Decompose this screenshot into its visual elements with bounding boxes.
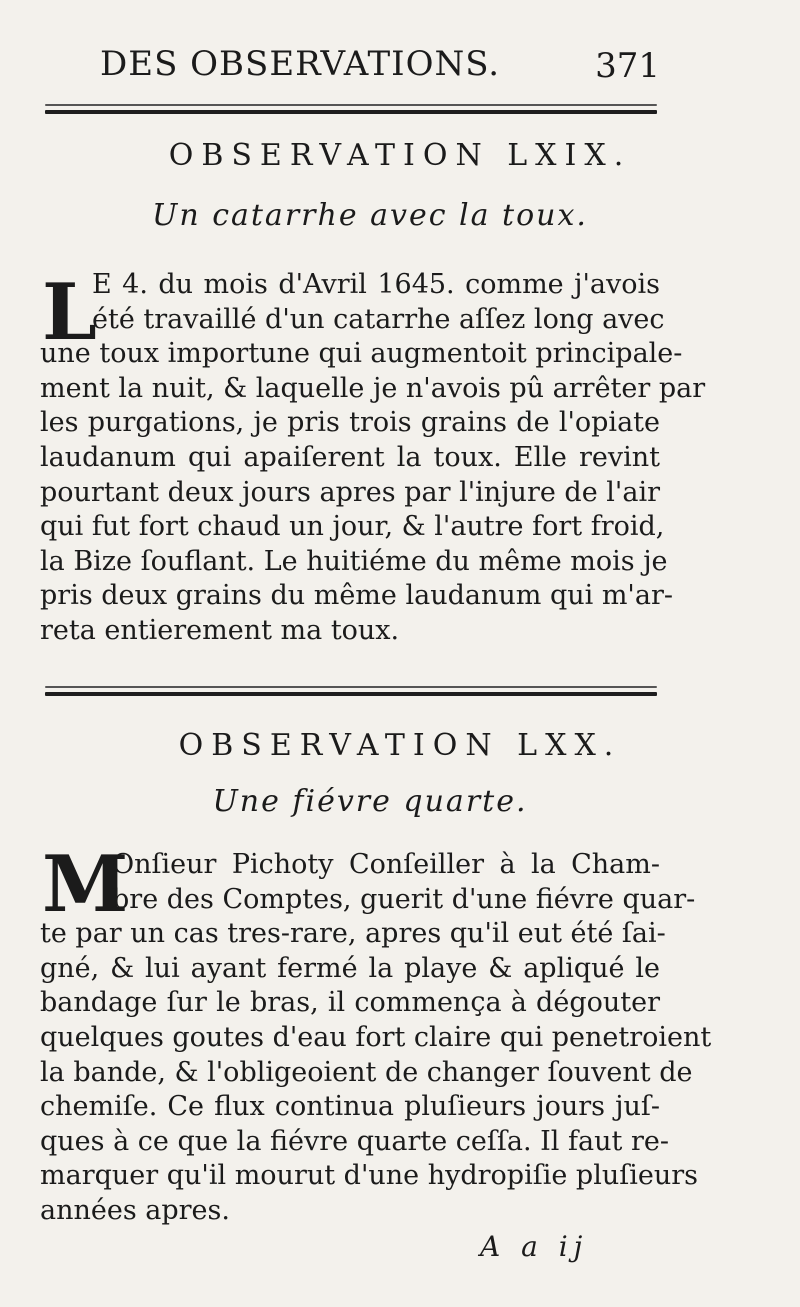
observation-paragraph [40, 268, 706, 649]
drop-cap: L [42, 267, 97, 358]
text-line: pourtant deux jours apres par l'injure de l'air [40, 476, 660, 508]
text-line: ment la nuit, & laquelle je n'avois pû arrêter par [40, 372, 706, 404]
observation-title: OBSERVATION LXIX. [168, 138, 632, 173]
text-line: reta entierement ma toux. [40, 614, 400, 646]
section-rule-top [45, 686, 657, 688]
section-rule [45, 692, 657, 696]
observation-subtitle: Une fiévre quarte. [212, 784, 528, 819]
observation-paragraph [40, 839, 712, 1229]
text-line: la bande, & l'obligeoient de changer ſouvent de [40, 1056, 693, 1088]
text-line: années apres. [40, 1194, 230, 1226]
text-line: été travaillé d'un catarrhe aſſez long avec [92, 303, 665, 335]
header-rule-top [45, 104, 657, 106]
text-line: chemiſe. Ce flux continua pluſieurs jours juſ- [40, 1091, 660, 1123]
text-line: pris deux grains du même laudanum qui m'ar- [40, 580, 673, 612]
observation-title: OBSERVATION LXX. [178, 728, 622, 763]
text-line: quelques goutes d'eau fort claire qui penetroient [40, 1021, 712, 1053]
text-line: marquer qu'il mourut d'une hydropiſie pluſieurs [40, 1160, 698, 1192]
text-line: qui fut fort chaud un jour, & l'autre fort froid, [40, 511, 665, 543]
text-line: laudanum qui apaiſerent la toux. Elle revint [40, 441, 660, 473]
text-line: Onſieur Pichoty Conſeiller à la Cham- [112, 849, 660, 880]
observation-subtitle: Un catarrhe avec la toux. [152, 198, 588, 233]
signature-mark: A a ij [480, 1230, 589, 1263]
drop-cap: M [42, 839, 129, 930]
text-line: gné, & lui ayant fermé la playe & apliqué le [40, 952, 660, 984]
header-rule [45, 110, 657, 114]
text-line: la Bize ſouflant. Le huitiéme du même mois je [40, 545, 668, 577]
text-line: bandage ſur le bras, il commença à dégouter [40, 987, 660, 1019]
text-line: E 4. du mois d'Avril 1645. comme j'avois [92, 269, 660, 300]
page-number: 371 [595, 46, 660, 86]
page-header [100, 38, 660, 88]
text-line: ques à ce que la fiévre quarte ceſſa. Il faut re- [40, 1125, 669, 1157]
text-line: bre des Comptes, guerit d'une fiévre quar- [112, 883, 696, 915]
text-line: les purgations, je pris trois grains de l'opiate [40, 407, 660, 439]
text-line: une toux importune qui augmentoit principale- [40, 338, 683, 370]
running-head: DES OBSERVATIONS. [100, 44, 501, 84]
text-line: te par un cas tres-rare, apres qu'il eut été ſai- [40, 918, 666, 950]
